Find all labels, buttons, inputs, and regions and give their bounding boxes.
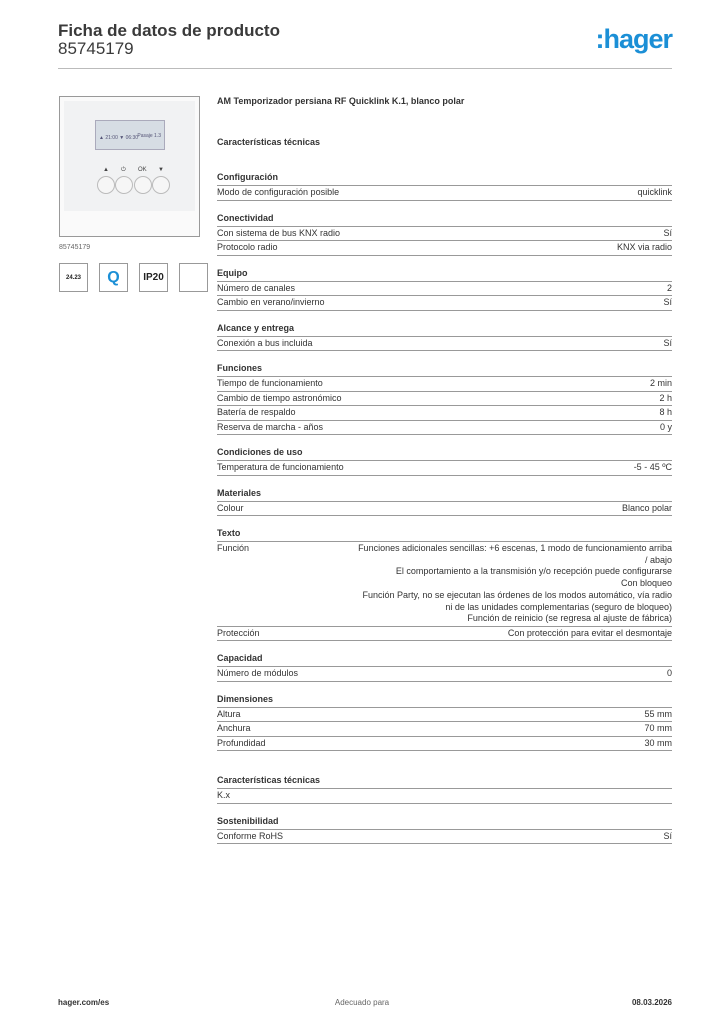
device-button xyxy=(152,176,170,194)
table-row xyxy=(217,666,672,682)
spec-section xyxy=(217,435,672,476)
section-heading: Alcance y entrega xyxy=(217,322,295,333)
feature-icons xyxy=(59,263,208,292)
quicklink-icon: Q xyxy=(99,263,128,292)
product-title: AM Temporizador persiana RF Quicklink K.1, blanco polar xyxy=(217,96,465,106)
device-button xyxy=(97,176,115,194)
section-rows xyxy=(217,185,672,201)
section-heading: Configuración xyxy=(217,172,278,182)
spec-label: Temperatura de funcionamiento xyxy=(217,462,344,472)
device-plate xyxy=(64,101,195,211)
button-label: ⏻ xyxy=(121,167,126,173)
section-heading: Capacidad xyxy=(217,653,263,664)
spec-section xyxy=(217,160,672,201)
spec-label: Cambio de tiempo astronómico xyxy=(217,392,342,403)
section-rows xyxy=(217,336,672,352)
spec-content xyxy=(217,96,672,844)
spec-label: Batería de respaldo xyxy=(217,407,296,417)
spec-section xyxy=(217,751,672,804)
table-row xyxy=(217,460,672,476)
spec-value: 2 h xyxy=(659,392,672,403)
footer-date: 08.03.2026 xyxy=(631,998,672,1007)
table-row xyxy=(217,226,672,241)
spec-label: Colour xyxy=(217,502,244,513)
spec-label: Tiempo de funcionamiento xyxy=(217,378,323,388)
table-row xyxy=(217,721,672,736)
spec-label: Número de módulos xyxy=(217,668,299,679)
section-rows xyxy=(217,707,672,752)
spec-value: quicklink xyxy=(637,187,672,197)
spec-value: KNX via radio xyxy=(616,242,672,252)
spec-value: 0 y xyxy=(659,421,672,432)
table-row xyxy=(217,336,672,352)
lcd-right: Pasaje 1.3 xyxy=(137,133,161,139)
spec-label: Altura xyxy=(217,708,241,719)
spec-value: Sí xyxy=(663,227,672,238)
table-row xyxy=(217,281,672,296)
spec-value: 30 mm xyxy=(644,737,672,748)
spec-value: Blanco polar xyxy=(621,502,672,513)
table-row xyxy=(217,829,672,845)
table-row xyxy=(217,376,672,391)
spec-label: Anchura xyxy=(217,723,251,734)
table-row xyxy=(217,391,672,406)
spec-label: K.x xyxy=(217,790,231,801)
lcd-left: ▲ 21:00 ▼ 06:30 xyxy=(99,135,139,141)
section-heading: Funciones xyxy=(217,363,263,373)
section-heading: Sostenibilidad xyxy=(217,815,279,826)
spec-section xyxy=(217,256,672,311)
spec-label: Protección xyxy=(217,627,260,638)
table-row xyxy=(217,185,672,201)
spec-label: Cambio en verano/invierno xyxy=(217,297,325,307)
section-heading: Dimensiones xyxy=(217,693,274,704)
spec-label: Profundidad xyxy=(217,737,266,748)
table-row xyxy=(217,405,672,420)
table-row xyxy=(217,626,672,642)
button-label: OK xyxy=(138,167,147,173)
spec-section xyxy=(217,476,672,517)
section-heading: Conectividad xyxy=(217,212,274,223)
section-rows xyxy=(217,460,672,476)
spec-label: Conexión a bus incluida xyxy=(217,337,313,348)
section-rows xyxy=(217,788,672,804)
product-image xyxy=(59,96,200,237)
spec-value: 55 mm xyxy=(644,708,672,719)
image-caption: 85745179 xyxy=(59,244,91,251)
section-heading: Texto xyxy=(217,528,241,538)
device-button xyxy=(115,176,133,194)
spec-value: Sí xyxy=(663,337,672,348)
spec-value: -5 - 45 ºC xyxy=(633,462,672,472)
header-divider xyxy=(58,68,672,69)
table-row xyxy=(217,240,672,256)
spec-section xyxy=(217,804,672,845)
spec-value: Sí xyxy=(663,297,672,307)
table-row xyxy=(217,295,672,311)
product-number: 85745179 xyxy=(58,39,134,58)
spec-label: Modo de configuración posible xyxy=(217,187,340,197)
spec-section xyxy=(217,516,672,641)
section-rows xyxy=(217,829,672,845)
spec-value: Funciones adicionales sencillas: +6 escenas, 1 modo de funcionamiento arriba / abajo El comportamiento a la transmisión y/o recepción puede configurarse Con bloqueo Función Party, no se ejecutan las órdenes de los modos automático, vía radio ni de las unidades complementarias (seguro de bloqueo) Función de reinicio (se regresa al ajuste de fábrica) xyxy=(358,543,672,624)
table-row xyxy=(217,420,672,436)
section-heading: Condiciones de uso xyxy=(217,447,303,457)
spec-label: Protocolo radio xyxy=(217,242,278,252)
spec-value: 0 xyxy=(666,668,672,679)
spec-section xyxy=(217,201,672,256)
table-row xyxy=(217,736,672,752)
section-rows xyxy=(217,541,672,641)
button-label: ▲ xyxy=(103,167,109,173)
spec-label: Función xyxy=(217,543,250,553)
section-rows xyxy=(217,226,672,256)
section-rows xyxy=(217,666,672,682)
spec-section xyxy=(217,135,672,160)
spec-value: Sí xyxy=(663,830,672,841)
spec-label: Conforme RoHS xyxy=(217,830,284,841)
ip20-badge: IP20 xyxy=(139,263,168,292)
table-row xyxy=(217,788,672,804)
spec-section xyxy=(217,351,672,435)
section-heading: Equipo xyxy=(217,267,248,278)
section-heading: Materiales xyxy=(217,487,262,498)
timer-icon: 24.23 xyxy=(59,263,88,292)
device-button xyxy=(134,176,152,194)
spec-label: Número de canales xyxy=(217,282,296,293)
page-title: Ficha de datos de producto xyxy=(58,21,280,40)
spec-section xyxy=(217,641,672,682)
section-heading: Características técnicas xyxy=(217,137,321,147)
table-row xyxy=(217,541,672,626)
section-rows xyxy=(217,501,672,517)
lcd-display xyxy=(95,120,165,150)
spec-value: 8 h xyxy=(659,407,672,417)
section-heading: Características técnicas xyxy=(217,775,321,786)
table-row xyxy=(217,501,672,517)
knx-radio-icon xyxy=(179,263,208,292)
hager-logo: :hager xyxy=(595,24,672,54)
spec-value: 2 min xyxy=(649,378,672,388)
spec-value: 2 xyxy=(666,282,672,293)
button-label: ▼ xyxy=(158,167,164,173)
spec-label: Reserva de marcha - años xyxy=(217,421,324,432)
section-rows xyxy=(217,281,672,311)
spec-section xyxy=(217,311,672,352)
section-rows xyxy=(217,376,672,435)
spec-value: Con protección para evitar el desmontaje xyxy=(507,627,672,638)
table-row xyxy=(217,707,672,722)
footer-website[interactable]: hager.com/es xyxy=(58,998,110,1007)
spec-value: 70 mm xyxy=(644,723,672,734)
spec-section xyxy=(217,682,672,752)
spec-label: Con sistema de bus KNX radio xyxy=(217,227,341,238)
footer-suitable: Adecuado para xyxy=(334,998,390,1007)
